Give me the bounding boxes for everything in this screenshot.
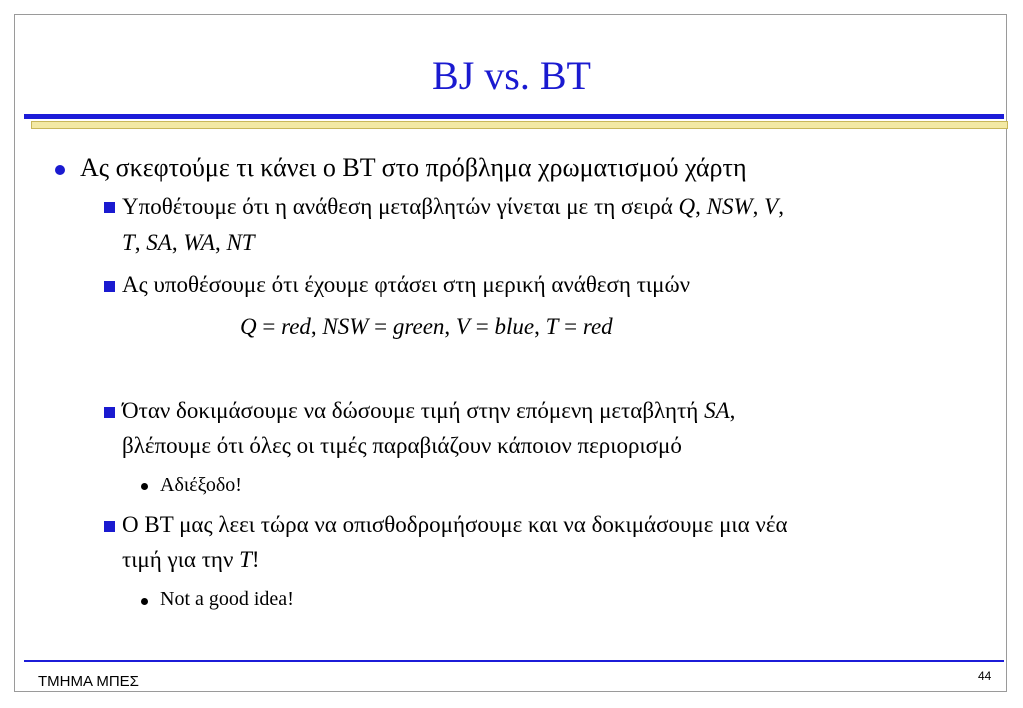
sub-bullet-backtrack: O BT μας λεει τώρα να οπισθοδρομήσουμε και να δοκιμάσουμε μια νέα <box>122 512 788 537</box>
assignment-line: Q = red, NSW = green, V = blue, T = red <box>240 314 613 339</box>
var-nt: NT <box>226 230 255 255</box>
assign-t: T <box>545 314 559 339</box>
small-bullet-icon <box>141 483 148 490</box>
assign-q: Q <box>240 314 257 339</box>
var-t: T <box>122 230 135 255</box>
var-t-backtrack: T <box>239 547 252 572</box>
footer-department: ΤΜΗΜΑ ΜΠΕΣ <box>38 673 139 690</box>
sub-bullet-next-var: Όταν δοκιμάσουμε να δώσουμε τιμή στην επόμενη μεταβλητή SA, <box>122 398 736 423</box>
square-bullet-icon <box>104 407 115 418</box>
sub-bullet-order-text: Υποθέτουμε ότι η ανάθεση μεταβλητών γίνεται με τη σειρά <box>122 194 679 219</box>
sub-bullet-order: Υποθέτουμε ότι η ανάθεση μεταβλητών γίνεται με τη σειρά Q, NSW, V, <box>122 194 784 219</box>
sub-bullet-backtrack-text: τιμή για την <box>122 547 240 572</box>
bullet-main: Ας σκεφτούμε τι κάνει ο BT στο πρόβλημα χρωματισμού χάρτη <box>80 153 747 182</box>
small-bullet-icon <box>141 598 148 605</box>
square-bullet-icon <box>104 281 115 292</box>
sub-bullet-next-var-cont: βλέπουμε ότι όλες οι τιμές παραβιάζουν κάποιον περιορισμό <box>122 433 682 458</box>
assign-v: V <box>455 314 470 339</box>
square-bullet-icon <box>104 521 115 532</box>
sub-bullet-backtrack-cont: τιμή για την T! <box>122 547 260 572</box>
not-good-note: Not a good idea! <box>160 588 294 610</box>
slide-title: BJ vs. BT <box>432 53 591 98</box>
var-nsw: NSW <box>706 194 753 219</box>
square-bullet-icon <box>104 202 115 213</box>
var-sa: SA <box>146 230 172 255</box>
var-q: Q <box>678 194 696 219</box>
assign-red: red <box>281 314 311 339</box>
sub-bullet-partial: Ας υποθέσουμε ότι έχουμε φτάσει στη μερική ανάθεση τιμών <box>122 272 690 297</box>
deadend-note: Αδιέξοδο! <box>160 474 242 496</box>
var-sa-next: SA <box>704 398 730 423</box>
assign-red-t: red <box>582 314 613 339</box>
assign-nsw: NSW <box>322 314 369 339</box>
footer-rule <box>24 660 1004 662</box>
var-v: V <box>764 194 779 219</box>
page-number: 44 <box>978 669 992 683</box>
sub-bullet-next-var-text: Όταν δοκιμάσουμε να δώσουμε τιμή στην επόμενη μεταβλητή <box>122 398 705 423</box>
assign-green: green <box>392 314 445 339</box>
bullet-dot-icon <box>55 165 65 175</box>
var-wa: WA <box>183 230 215 255</box>
assign-blue: blue <box>494 314 535 339</box>
sub-bullet-order-cont: T, SA, WA, NT <box>122 230 255 255</box>
